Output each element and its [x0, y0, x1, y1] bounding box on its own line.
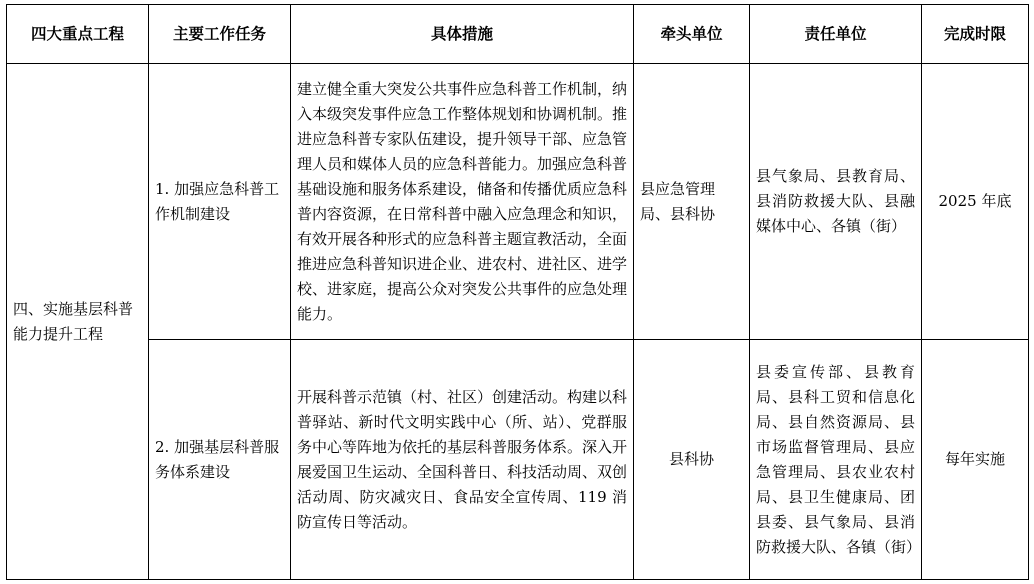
measures-cell: 开展科普示范镇（村、社区）创建活动。构建以科普驿站、新时代文明实践中心（所、站）、党群服务中心等阵地为依托的基层科普服务体系。深入开展爱国卫生运动、全国科普日、科技活动周、双创活动周、防灾减灾日、食品安全宣传周、119 消防宣传日等活动。: [291, 340, 634, 580]
table-row: [7, 64, 1029, 340]
header-lead-unit: 牵头单位: [634, 5, 750, 64]
plan-table: [6, 4, 1029, 580]
header-responsible-unit: 责任单位: [750, 5, 922, 64]
task-cell: 1. 加强应急科普工作机制建设: [149, 64, 291, 340]
header-measures: 具体措施: [291, 5, 634, 64]
table-header-row: [7, 5, 1029, 64]
responsible-unit-cell: 县委宣传部、县教育局、县科工贸和信息化局、县自然资源局、县市场监督管理局、县应急管理局、县农业农村局、县卫生健康局、团县委、县气象局、县消防救援大队、各镇（街）: [750, 340, 922, 580]
key-project-cell: 四、实施基层科普能力提升工程: [7, 64, 149, 580]
table-row: [7, 340, 1029, 580]
deadline-cell: 2025 年底: [922, 64, 1029, 340]
task-cell: 2. 加强基层科普服务体系建设: [149, 340, 291, 580]
deadline-cell: 每年实施: [922, 340, 1029, 580]
measures-cell: 建立健全重大突发公共事件应急科普工作机制，纳入本级突发事件应急工作整体规划和协调机制。推进应急科普专家队伍建设，提升领导干部、应急管理人员和媒体人员的应急科普能力。加强应急科普基础设施和服务体系建设，储备和传播优质应急科普内容资源，在日常科普中融入应急理念和知识，有效开展各种形式的应急科普主题宣教活动，全面推进应急科普知识进企业、进农村、进社区、进学校、进家庭，提高公众对突发公共事件的应急处理能力。: [291, 64, 634, 340]
responsible-unit-cell: 县气象局、县教育局、县消防救援大队、县融媒体中心、各镇（街）: [750, 64, 922, 340]
header-deadline: 完成时限: [922, 5, 1029, 64]
lead-unit-cell: 县应急管理局、县科协: [634, 64, 750, 340]
header-key-project: 四大重点工程: [7, 5, 149, 64]
header-main-task: 主要工作任务: [149, 5, 291, 64]
lead-unit-cell: 县科协: [634, 340, 750, 580]
